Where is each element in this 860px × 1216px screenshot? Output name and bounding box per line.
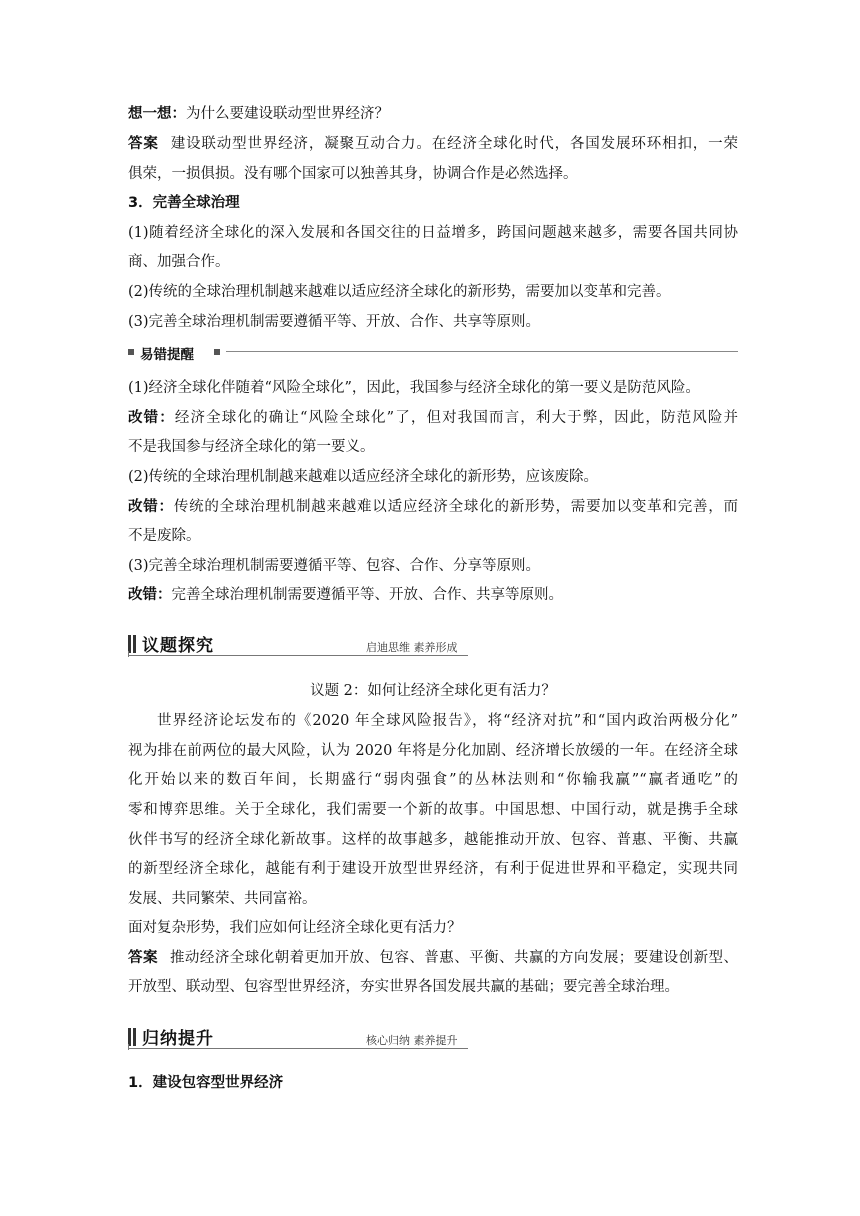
fix-label: 改错：: [128, 587, 172, 603]
banner-tick: [128, 1044, 129, 1050]
section-banner-discussion: [128, 631, 468, 661]
fix-2-text-1: 传统的全球治理机制越来越难以适应经济全球化的新形势，需要加以变革和完善，而: [173, 499, 739, 515]
section-3-heading: 3．完善全球治理: [128, 195, 240, 211]
bars-icon: [128, 1028, 138, 1046]
mistake-reminder-rule: [226, 351, 738, 352]
banner-title: 议题探究: [142, 636, 214, 656]
tip-1: (1)经济全球化伴随着“风险全球化”，因此，我国参与经济全球化的第一要义是防范风险。: [128, 380, 700, 396]
fix-1-text-1: 经济全球化的确让“风险全球化”了，但对我国而言，利大于弊，因此，防范风险并: [174, 410, 739, 426]
answer-1-line-2: 俱荣，一损俱损。没有哪个国家可以独善其身，协调合作是必然选择。: [128, 166, 578, 182]
section-3-p1-line-1: (1)随着经济全球化的深入发展和各国交往的日益增多，跨国问题越来越多，需要各国共同协: [128, 225, 738, 241]
answer-label: 答案: [128, 950, 158, 966]
banner-subtitle: 启迪思维 素养形成: [366, 641, 458, 654]
topic-2-para-line-3: 化开始以来的数百年间，长期盛行“弱肉强食”的丛林法则和“你输我赢”“赢者通吃”的: [128, 772, 738, 788]
topic-2-question: 面对复杂形势，我们应如何让经济全球化更有活力？: [128, 920, 462, 936]
fix-label: 改错：: [128, 499, 174, 515]
topic-2-para-line-4: 零和博弈思维。关于全球化，我们需要一个新的故事。中国思想、中国行动，就是携手全球: [128, 802, 738, 818]
square-bullet-icon: [214, 349, 220, 355]
topic-2-answer-text-1: 推动经济全球化朝着更加开放、包容、普惠、平衡、共赢的方向发展；要建设创新型、: [169, 950, 739, 966]
square-bullet-icon: [128, 349, 134, 355]
fix-label: 改错：: [128, 410, 175, 426]
answer-1-text-1: 建设联动型世界经济，凝聚互动合力。在经济全球化时代，各国发展环环相扣，一荣: [170, 136, 739, 152]
topic-2-para-line-5: 伙伴书写的经济全球化新故事。这样的故事越多，越能推动开放、包容、普惠、平衡、共赢: [128, 832, 738, 848]
mistake-reminder-bar: [128, 345, 738, 363]
fix-2-line-1: [128, 497, 738, 517]
banner-underline: [128, 1048, 468, 1049]
tip-2: (2)传统的全球治理机制越来越难以适应经济全球化的新形势，应该废除。: [128, 469, 599, 485]
section-banner-summary: [128, 1024, 468, 1054]
answer-1-line-1: [128, 134, 738, 154]
tip-3: (3)完善全球治理机制需要遵循平等、包容、合作、分享等原则。: [128, 558, 541, 574]
answer-label: 答案: [128, 136, 159, 152]
topic-2-para-line-2: 视为排在前两位的最大风险，认为 2020 年将是分化加剧、经济增长放缓的一年。在经济全球: [128, 743, 738, 759]
topic-2-para-line-1: 世界经济论坛发布的《2020 年全球风险报告》，将“经济对抗”和“国内政治两极分化”: [157, 713, 738, 729]
topic-2-answer-line-2: 开放型、联动型、包容型世界经济，夯实世界各国发展共赢的基础；要完善全球治理。: [128, 979, 679, 995]
banner-title: 归纳提升: [142, 1029, 214, 1049]
topic-2-para-line-6: 的新型经济全球化，越能有利于建设开放型世界经济，有利于促进世界和平稳定，实现共同: [128, 861, 738, 877]
topic-2-para-line-7: 发展、共同繁荣、共同富裕。: [128, 891, 317, 907]
fix-2-line-2: 不是废除。: [128, 528, 201, 544]
think-question: [128, 104, 738, 124]
banner-subtitle: 核心归纳 素养提升: [366, 1034, 458, 1047]
fix-1-line-2: 不是我国参与经济全球化的第一要义。: [128, 439, 375, 455]
fix-3-text: 完善全球治理机制需要遵循平等、开放、合作、共享等原则。: [171, 587, 563, 603]
bars-icon: [128, 635, 138, 653]
mistake-reminder-title: 易错提醒: [140, 343, 200, 363]
topic-2-answer-line-1: [128, 948, 738, 968]
think-question-text: 为什么要建设联动型世界经济？: [186, 106, 389, 122]
fix-3: [128, 585, 738, 605]
section-3-p3: (3)完善全球治理机制需要遵循平等、开放、合作、共享等原则。: [128, 314, 541, 330]
banner-tick: [128, 651, 129, 657]
banner-underline: [128, 655, 468, 656]
fix-1-line-1: [128, 408, 738, 428]
think-label: 想一想：: [128, 106, 186, 122]
section-3-p1-line-2: 商、加强合作。: [128, 254, 230, 270]
section-3-p2: (2)传统的全球治理机制越来越难以适应经济全球化的新形势，需要加以变革和完善。: [128, 284, 671, 300]
topic-2-title: 议题 2：如何让经济全球化更有活力？: [310, 683, 556, 699]
summary-heading: 1．建设包容型世界经济: [128, 1075, 284, 1091]
